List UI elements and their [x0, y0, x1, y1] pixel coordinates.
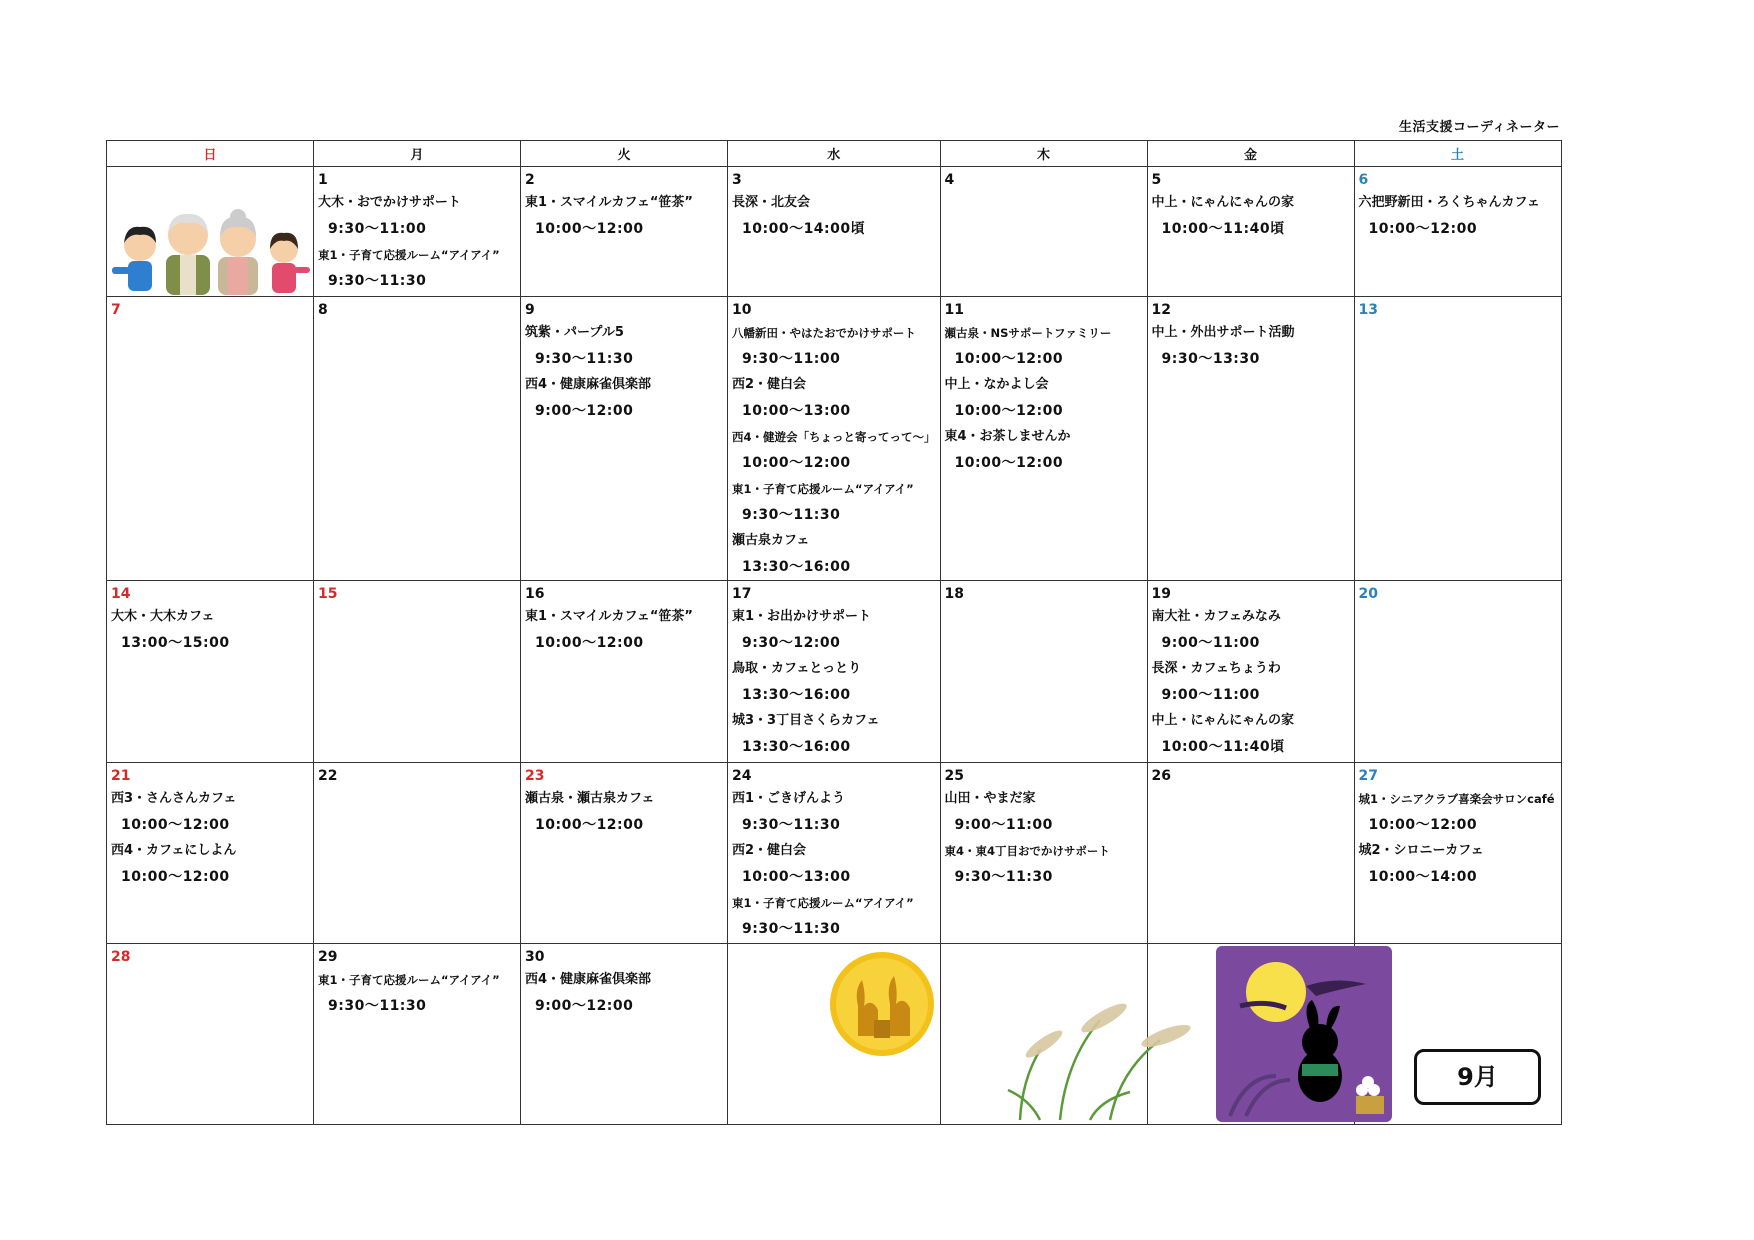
event-item	[525, 604, 723, 656]
event-item	[111, 604, 309, 656]
event-name: 大木・大木カフェ	[111, 609, 215, 624]
event-time: 9:30～12:00	[742, 635, 841, 651]
event-time: 9:30～11:30	[535, 351, 634, 367]
day-number: 25	[944, 768, 964, 784]
event-time: 10:00～12:00	[954, 351, 1064, 367]
calendar-day-cell	[1147, 167, 1354, 297]
event-item	[1152, 320, 1350, 372]
calendar-day-cell	[107, 297, 314, 581]
event-item	[732, 604, 936, 656]
event-name: 城2・シロニーカフェ	[1358, 843, 1484, 858]
event-time: 9:00～11:00	[954, 817, 1053, 833]
day-number: 5	[1151, 172, 1162, 188]
calendar-day-cell	[314, 944, 521, 1125]
calendar-day-cell	[314, 581, 521, 763]
event-time: 9:00～12:00	[535, 998, 634, 1014]
event-item	[111, 838, 309, 890]
event-item	[732, 708, 936, 760]
weekday-mon: 月	[314, 141, 521, 167]
event-time: 10:00～12:00	[954, 403, 1064, 419]
day-number: 11	[944, 302, 964, 318]
weekday-header-row	[107, 141, 1562, 167]
calendar-day-cell	[1147, 763, 1354, 944]
calendar-week-row	[107, 297, 1562, 581]
day-number: 21	[111, 768, 131, 784]
calendar-day-cell	[1147, 297, 1354, 581]
weekday-fri: 金	[1147, 141, 1354, 167]
calendar-day-cell	[521, 763, 728, 944]
day-number: 7	[111, 302, 121, 318]
event-time: 9:30～11:00	[328, 221, 427, 237]
event-time: 9:30～11:30	[742, 507, 841, 523]
event-time: 9:30～11:30	[954, 869, 1053, 885]
calendar-day-cell	[1147, 581, 1354, 763]
event-item	[525, 190, 723, 242]
event-item	[732, 786, 936, 838]
event-item	[945, 424, 1143, 476]
calendar-day-cell	[521, 167, 728, 297]
event-name: 山田・やまだ家	[944, 791, 1036, 806]
day-number: 2	[525, 172, 535, 188]
event-item	[318, 242, 516, 294]
day-number: 3	[732, 172, 742, 188]
weekday-sun: 日	[107, 141, 314, 167]
event-name: 城1・シニアクラブ喜楽会サロンcafé	[1358, 792, 1555, 806]
event-name: 南大社・カフェみなみ	[1151, 609, 1281, 624]
weekday-wed: 水	[728, 141, 941, 167]
event-name: 長深・カフェちょうわ	[1151, 661, 1281, 676]
event-time: 10:00～14:00	[1368, 869, 1478, 885]
month-badge: 9月	[1414, 1049, 1541, 1105]
moon-rabbits-icon	[828, 950, 936, 1058]
event-time: 10:00～12:00	[121, 869, 230, 885]
organization-label: 生活支援コーディネーター	[1399, 120, 1560, 135]
event-item	[945, 786, 1143, 838]
day-number: 26	[1151, 768, 1171, 784]
event-name: 東1・子育て応援ルーム“アイアイ”	[732, 896, 914, 910]
event-item	[1152, 190, 1350, 242]
event-time: 10:00～12:00	[1368, 221, 1478, 237]
day-number: 24	[732, 768, 752, 784]
event-time: 10:00～13:00	[742, 403, 851, 419]
event-item	[945, 372, 1143, 424]
event-name: 東4・お茶しませんか	[944, 429, 1071, 444]
event-item	[732, 190, 936, 242]
event-time: 10:00～12:00	[1368, 817, 1478, 833]
event-name: 瀬古泉カフェ	[732, 533, 810, 548]
event-time: 9:00～11:00	[1161, 635, 1260, 651]
moon-viewing-rabbit-illustration	[1216, 946, 1392, 1122]
event-name: 瀬古泉・NSサポートファミリー	[944, 326, 1112, 340]
calendar-day-cell	[728, 581, 941, 763]
event-time: 10:00～12:00	[954, 455, 1064, 471]
event-time: 9:30～13:30	[1161, 351, 1260, 367]
event-time: 13:30～16:00	[742, 559, 851, 575]
day-number: 13	[1358, 302, 1378, 318]
event-name: 東1・子育て応援ルーム“アイアイ”	[732, 482, 914, 496]
day-number: 20	[1358, 586, 1378, 602]
event-item	[732, 838, 936, 890]
event-time: 10:00～13:00	[742, 869, 851, 885]
day-number: 16	[525, 586, 545, 602]
day-number: 10	[732, 302, 752, 318]
event-time: 9:00～12:00	[535, 403, 634, 419]
event-item	[732, 424, 936, 476]
event-name: 東1・子育て応援ルーム“アイアイ”	[318, 973, 500, 987]
event-item	[111, 786, 309, 838]
event-name: 瀬古泉・瀬古泉カフェ	[525, 791, 655, 806]
event-time: 9:30～11:30	[328, 998, 427, 1014]
event-time: 10:00～11:40頃	[1161, 221, 1285, 237]
event-item	[318, 190, 516, 242]
event-item	[945, 320, 1143, 372]
event-time: 13:30～16:00	[742, 687, 851, 703]
day-number: 1	[318, 172, 328, 188]
event-name: 東1・スマイルカフェ“笹茶”	[525, 195, 693, 210]
event-time: 10:00～12:00	[535, 221, 644, 237]
event-time: 10:00～12:00	[535, 635, 644, 651]
day-number: 22	[318, 768, 338, 784]
calendar-week-row	[107, 763, 1562, 944]
calendar-day-cell	[940, 297, 1147, 581]
calendar-day-cell	[107, 581, 314, 763]
event-item	[318, 967, 516, 1019]
event-time: 9:30～11:30	[742, 817, 841, 833]
event-time: 9:30～11:30	[328, 273, 427, 289]
event-name: 中上・にゃんにゃんの家	[1151, 195, 1294, 210]
day-number: 12	[1151, 302, 1171, 318]
event-item	[1359, 838, 1557, 890]
event-time: 10:00～12:00	[742, 455, 851, 471]
event-item	[732, 528, 936, 580]
calendar-week-row	[107, 167, 1562, 297]
event-name: 六把野新田・ろくちゃんカフェ	[1358, 195, 1540, 210]
event-name: 中上・外出サポート活動	[1151, 325, 1295, 340]
day-number: 30	[525, 949, 545, 965]
event-item	[732, 476, 936, 528]
day-number: 23	[525, 768, 545, 784]
event-name: 鳥取・カフェとっとり	[732, 661, 862, 676]
event-name: 筑紫・パープル5	[525, 325, 624, 340]
calendar-day-cell	[314, 297, 521, 581]
family-illustration	[110, 205, 310, 297]
event-item	[525, 967, 723, 1019]
calendar-week-row	[107, 581, 1562, 763]
event-item	[525, 786, 723, 838]
calendar-day-cell	[1354, 297, 1561, 581]
event-name: 八幡新田・やはたおでかけサポート	[732, 326, 916, 340]
weekday-sat: 土	[1354, 141, 1561, 167]
event-name: 西4・健康麻雀倶楽部	[525, 972, 652, 987]
event-time: 9:30～11:00	[742, 351, 841, 367]
event-name: 大木・おでかけサポート	[318, 195, 461, 210]
event-name: 西4・健遊会「ちょっと寄ってって～」	[732, 430, 936, 444]
event-name: 東1・子育て応援ルーム“アイアイ”	[318, 248, 500, 262]
event-time: 13:30～16:00	[742, 739, 851, 755]
event-item	[1152, 604, 1350, 656]
day-number: 19	[1151, 586, 1171, 602]
weekday-tue: 火	[521, 141, 728, 167]
event-item	[732, 320, 936, 372]
event-name: 東4・東4丁目おでかけサポート	[944, 844, 1110, 858]
event-name: 中上・にゃんにゃんの家	[1151, 713, 1294, 728]
event-name: 西2・健白会	[732, 843, 807, 858]
susuki-grass-illustration	[1000, 1000, 1200, 1122]
event-item	[525, 320, 723, 372]
event-name: 東1・お出かけサポート	[732, 609, 872, 624]
calendar-day-cell	[940, 763, 1147, 944]
day-number: 29	[318, 949, 338, 965]
event-time: 13:00～15:00	[121, 635, 230, 651]
day-number: 9	[525, 302, 535, 318]
event-name: 西3・さんさんカフェ	[111, 791, 237, 806]
event-time: 10:00～14:00頃	[742, 221, 866, 237]
event-item	[1359, 190, 1557, 242]
calendar-day-cell	[940, 581, 1147, 763]
day-number: 15	[318, 586, 338, 602]
calendar-day-cell	[728, 763, 941, 944]
event-name: 西4・カフェにしよん	[111, 843, 237, 858]
event-time: 10:00～12:00	[121, 817, 230, 833]
calendar-day-cell	[521, 581, 728, 763]
event-name: 東1・スマイルカフェ“笹茶”	[525, 609, 693, 624]
calendar-day-cell	[107, 763, 314, 944]
event-time: 10:00～11:40頃	[1161, 739, 1285, 755]
day-number: 8	[318, 302, 328, 318]
calendar-day-cell	[314, 763, 521, 944]
event-time: 9:00～11:00	[1161, 687, 1260, 703]
event-item	[1152, 656, 1350, 708]
event-name: 中上・なかよし会	[944, 377, 1049, 392]
event-time: 9:30～11:30	[742, 921, 841, 937]
calendar-day-cell	[940, 167, 1147, 297]
day-number: 14	[111, 586, 131, 602]
event-item	[525, 372, 723, 424]
calendar-day-cell	[521, 944, 728, 1125]
event-item	[732, 372, 936, 424]
event-name: 西1・ごきげんよう	[732, 791, 846, 806]
calendar-day-cell	[521, 297, 728, 581]
event-item	[1359, 786, 1557, 838]
calendar-day-cell	[728, 297, 941, 581]
event-name: 西2・健白会	[732, 377, 807, 392]
event-name: 城3・3丁目さくらカフェ	[732, 713, 880, 728]
calendar-day-cell	[1354, 581, 1561, 763]
day-number: 17	[732, 586, 752, 602]
event-name: 長深・北友会	[732, 195, 811, 210]
calendar-day-cell	[107, 944, 314, 1125]
event-item	[732, 656, 936, 708]
day-number: 18	[944, 586, 964, 602]
day-number: 4	[944, 172, 955, 188]
day-number: 6	[1358, 172, 1369, 188]
day-number: 28	[111, 949, 131, 965]
event-item	[945, 838, 1143, 890]
calendar-day-cell	[728, 167, 941, 297]
calendar-day-cell	[1354, 763, 1561, 944]
event-item	[732, 890, 936, 942]
day-number: 27	[1358, 768, 1378, 784]
calendar-day-cell	[1354, 167, 1561, 297]
event-item	[1152, 708, 1350, 760]
event-time: 10:00～12:00	[535, 817, 644, 833]
weekday-thu: 木	[940, 141, 1147, 167]
calendar-day-cell	[314, 167, 521, 297]
event-name: 西4・健康麻雀倶楽部	[525, 377, 652, 392]
